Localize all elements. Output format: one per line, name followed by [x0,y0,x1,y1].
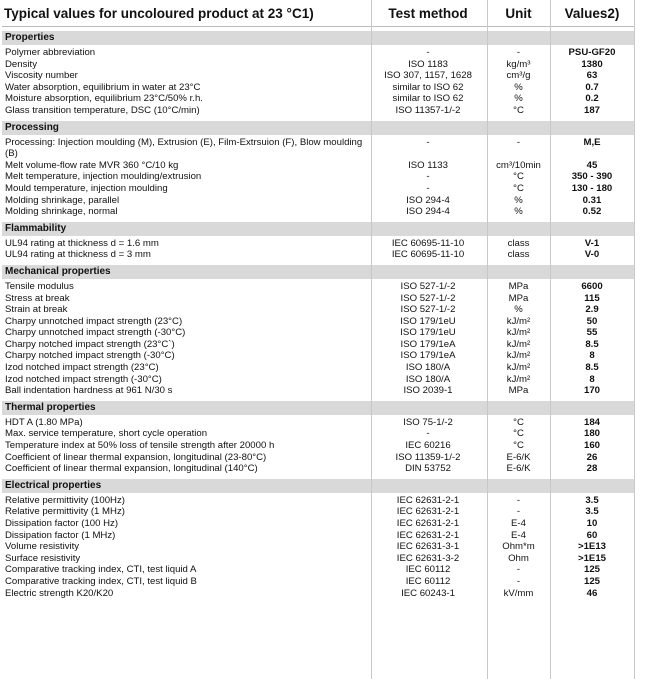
property-name: Coefficient of linear thermal expansion, longitudinal (140°C) [5,463,258,475]
table-row [2,293,634,305]
header-values-footnote: 2) [607,5,620,21]
section-rows [2,493,634,599]
unit: E-6/K [506,463,531,475]
value: 0.31 [582,194,602,206]
test-method: IEC 62631-2-1 [396,518,460,529]
property-name: Max. service temperature, short cycle operation [5,428,208,440]
unit: Ohm [508,552,529,564]
section-rows [2,135,634,218]
unit: - [516,136,521,148]
property-name: Charpy notched impact strength (-30°C) [5,350,175,362]
unit: class [507,237,530,249]
value: >1E15 [577,552,606,564]
properties-table [2,0,634,599]
table-row [2,137,634,160]
table-row [2,374,634,386]
unit: kJ/m² [506,373,531,385]
header-title-text: Typical values for uncoloured product at 23 °C [4,5,302,21]
value: PSU-GF20 [568,47,616,58]
table-row [2,506,634,518]
unit: - [516,564,521,576]
property-name: Izod notched impact strength (23°C) [5,362,159,374]
table-row [2,304,634,316]
property-name: Melt volume-flow rate MVR 360 °C/10 kg [5,159,179,171]
table-row [2,440,634,452]
unit: E-4 [511,529,526,541]
section-rows [2,45,634,117]
section-rows [2,236,634,261]
unit: % [514,93,523,105]
section-flammability [2,222,634,261]
property-name: Water absorption, equilibrium in water at 23°C [5,81,201,93]
property-name: Volume resistivity [5,541,80,553]
section-properties [2,31,634,117]
unit: class [507,249,530,261]
header-title [2,6,369,21]
value: 3.5 [585,494,599,506]
unit: E-6/K [506,451,531,463]
property-name: Polymer abbreviation [5,47,96,58]
test-method: - [426,428,430,440]
value: 0.7 [585,81,599,93]
value: V-0 [584,249,600,261]
test-method: ISO 294-4 [406,206,450,218]
test-method: - [426,182,430,194]
table-row [2,428,634,440]
table-row [2,238,634,250]
test-method: - [426,136,430,148]
value: 60 [586,529,598,541]
section-title: Electrical properties [2,479,634,493]
section-rows [2,415,634,475]
property-name: Viscosity number [5,70,78,82]
property-name: Molding shrinkage, normal [5,206,118,218]
test-method: ISO 180/A [405,362,451,374]
unit: °C [513,182,524,194]
table-row [2,339,634,351]
table-row [2,564,634,576]
table-row [2,553,634,565]
property-name: Moisture absorption, equilibrium 23°C/50% r.h. [5,93,203,105]
test-method: ISO 527-1/-2 [400,280,456,292]
table-row [2,82,634,94]
property-name: Strain at break [5,304,68,316]
property-name: Glass transition temperature, DSC (10°C/min) [5,104,200,116]
table-row [2,350,634,362]
table-row [2,183,634,195]
test-method: IEC 60112 [405,575,451,587]
table-row [2,452,634,464]
value: 8 [589,373,595,385]
value: 1380 [581,58,603,70]
test-method: ISO 179/1eU [400,315,456,327]
section-mechanical-properties [2,265,634,397]
table-row [2,327,634,339]
table-row [2,417,634,429]
property-name: UL94 rating at thickness d = 3 mm [5,249,151,261]
table-row [2,588,634,600]
unit: °C [513,440,524,452]
unit: cm³/10min [496,159,541,171]
test-method: ISO 527-1/-2 [400,304,456,316]
test-method: - [426,47,430,58]
property-name: Izod notched impact strength (-30°C) [5,373,162,385]
unit: MPa [508,292,529,304]
unit: - [516,575,521,587]
unit: °C [513,428,524,440]
header-values-text: Values [564,5,608,21]
unit: E-4 [511,518,526,529]
property-name: Charpy unnotched impact strength (-30°C) [5,327,186,339]
test-method: ISO 2039-1 [403,385,453,397]
value: 187 [583,104,600,116]
unit: °C [513,416,524,428]
unit: cm³/g [506,70,531,82]
value: 0.2 [585,93,599,105]
table-row [2,530,634,542]
value: 8.5 [585,362,599,374]
unit: kJ/m² [506,338,531,350]
property-name: Molding shrinkage, parallel [5,194,120,206]
property-name: Stress at break [5,292,70,304]
property-name: Melt temperature, injection moulding/extrusion [5,171,202,183]
table-row [2,47,634,59]
value: 50 [586,315,598,327]
unit: kJ/m² [506,350,531,362]
unit: kg/m³ [506,58,531,70]
property-name: HDT A (1.80 MPa) [5,416,83,428]
test-method: IEC 60243-1 [401,587,455,599]
value: V-1 [584,237,600,249]
table-row [2,385,634,397]
table-row [2,316,634,328]
test-method: - [426,171,430,183]
unit: - [516,494,521,506]
value: 350 - 390 [571,171,613,183]
table-row [2,105,634,117]
table-row [2,463,634,475]
table-header [2,0,634,27]
property-name: Temperature index at 50% loss of tensile strength after 20000 h [5,440,275,452]
value: 170 [583,385,600,397]
header-values [550,6,634,21]
section-title: Thermal properties [2,401,634,415]
table-row [2,518,634,530]
test-method: IEC 62631-3-1 [396,541,460,553]
property-name: Density [5,58,37,70]
test-method: similar to ISO 62 [392,81,464,93]
section-title: Flammability [2,222,634,236]
table-row [2,249,634,261]
value: 26 [586,451,598,463]
value: 160 [583,440,600,452]
property-name: Relative permittivity (100Hz) [5,494,125,506]
section-processing [2,121,634,218]
table-body [2,31,634,599]
value: 115 [584,292,600,304]
value: >1E13 [577,541,606,553]
property-name: Coefficient of linear thermal expansion, longitudinal (23-80°C) [5,451,267,463]
test-method: IEC 60695-11-10 [391,249,465,261]
property-name: Electric strength K20/K20 [5,587,114,599]
section-title: Processing [2,121,634,135]
value: 63 [586,70,598,82]
unit: kJ/m² [506,327,531,339]
test-method: ISO 11359-1/-2 [395,451,461,463]
value: 130 - 180 [571,182,613,194]
table-row [2,59,634,71]
unit: - [516,506,521,518]
property-name: Charpy notched impact strength (23°C`) [5,338,175,350]
value: 8.5 [585,338,599,350]
column-divider [487,0,488,679]
value: 55 [586,327,598,339]
unit: MPa [508,280,529,292]
property-name: Comparative tracking index, CTI, test liquid B [5,575,197,587]
property-name: UL94 rating at thickness d = 1.6 mm [5,237,159,249]
header-test-method: Test method [388,5,468,21]
header-title-footnote: 1) [301,5,314,21]
test-method: IEC 62631-2-1 [396,494,460,506]
section-title: Properties [2,31,634,45]
column-divider [371,0,372,679]
property-name: Ball indentation hardness at 961 N/30 s [5,385,173,397]
test-method: ISO 11357-1/-2 [395,104,461,116]
unit: % [514,194,523,206]
test-method: DIN 53752 [405,463,451,475]
property-name: Relative permittivity (1 MHz) [5,506,125,518]
table-row [2,206,634,218]
value: 3.5 [585,506,599,518]
property-name: Mould temperature, injection moulding [5,182,168,194]
table-row [2,195,634,207]
unit: kJ/m² [506,315,531,327]
test-method: ISO 527-1/-2 [400,292,456,304]
table-row [2,281,634,293]
unit: % [514,81,523,93]
table-row [2,171,634,183]
value: 2.9 [585,304,599,316]
section-rows [2,279,634,397]
test-method: IEC 60695-11-10 [391,237,465,249]
section-title: Mechanical properties [2,265,634,279]
property-name: Comparative tracking index, CTI, test liquid A [5,564,197,576]
test-method: IEC 62631-3-2 [396,552,460,564]
unit: °C [513,104,524,116]
table-row [2,495,634,507]
column-divider [550,0,551,679]
property-name: Surface resistivity [5,552,81,564]
test-method: ISO 179/1eA [400,338,456,350]
property-name: Processing: Injection moulding (M), Extrusion (E), Film-Extrsuion (F), Blow moulding (B) [5,136,363,160]
unit: MPa [508,385,529,397]
value: M,E [583,136,601,148]
value: 8 [589,350,595,362]
property-name: Dissipation factor (100 Hz) [5,518,119,529]
test-method: IEC 60112 [405,564,451,576]
property-name: Charpy unnotched impact strength (23°C) [5,315,183,327]
unit: °C [513,171,524,183]
section-electrical-properties [2,479,634,599]
test-method: ISO 180/A [405,373,451,385]
test-method: ISO 179/1eU [400,327,456,339]
property-name: Tensile modulus [5,280,74,292]
value: 45 [586,159,598,171]
table-row [2,93,634,105]
value: 28 [586,463,598,475]
test-method: ISO 75-1/-2 [403,416,453,428]
test-method: IEC 62631-2-1 [396,506,460,518]
value: 6600 [581,280,603,292]
test-method: ISO 307, 1157, 1628 [384,70,472,82]
value: 46 [586,587,598,599]
table-row [2,541,634,553]
value: 184 [583,416,600,428]
table-row [2,362,634,374]
test-method: similar to ISO 62 [392,93,464,105]
unit: kJ/m² [506,362,531,374]
value: 125 [583,564,600,576]
unit: % [514,206,523,218]
header-unit: Unit [505,5,532,21]
unit: kV/mm [503,587,534,599]
test-method: ISO 1133 [408,159,448,171]
property-name: Dissipation factor (1 MHz) [5,529,116,541]
section-thermal-properties [2,401,634,475]
table-row [2,160,634,172]
value: 0.52 [582,206,602,218]
unit: - [516,47,521,58]
value: 10 [586,518,598,529]
test-method: ISO 1183 [408,58,448,70]
test-method: IEC 60216 [405,440,451,452]
value: 180 [583,428,600,440]
test-method: ISO 294-4 [406,194,450,206]
unit: Ohm*m [502,541,535,553]
table-row [2,70,634,82]
table-row [2,576,634,588]
value: 125 [583,575,600,587]
column-divider [634,0,635,679]
unit: % [514,304,523,316]
test-method: IEC 62631-2-1 [396,529,460,541]
test-method: ISO 179/1eA [400,350,456,362]
